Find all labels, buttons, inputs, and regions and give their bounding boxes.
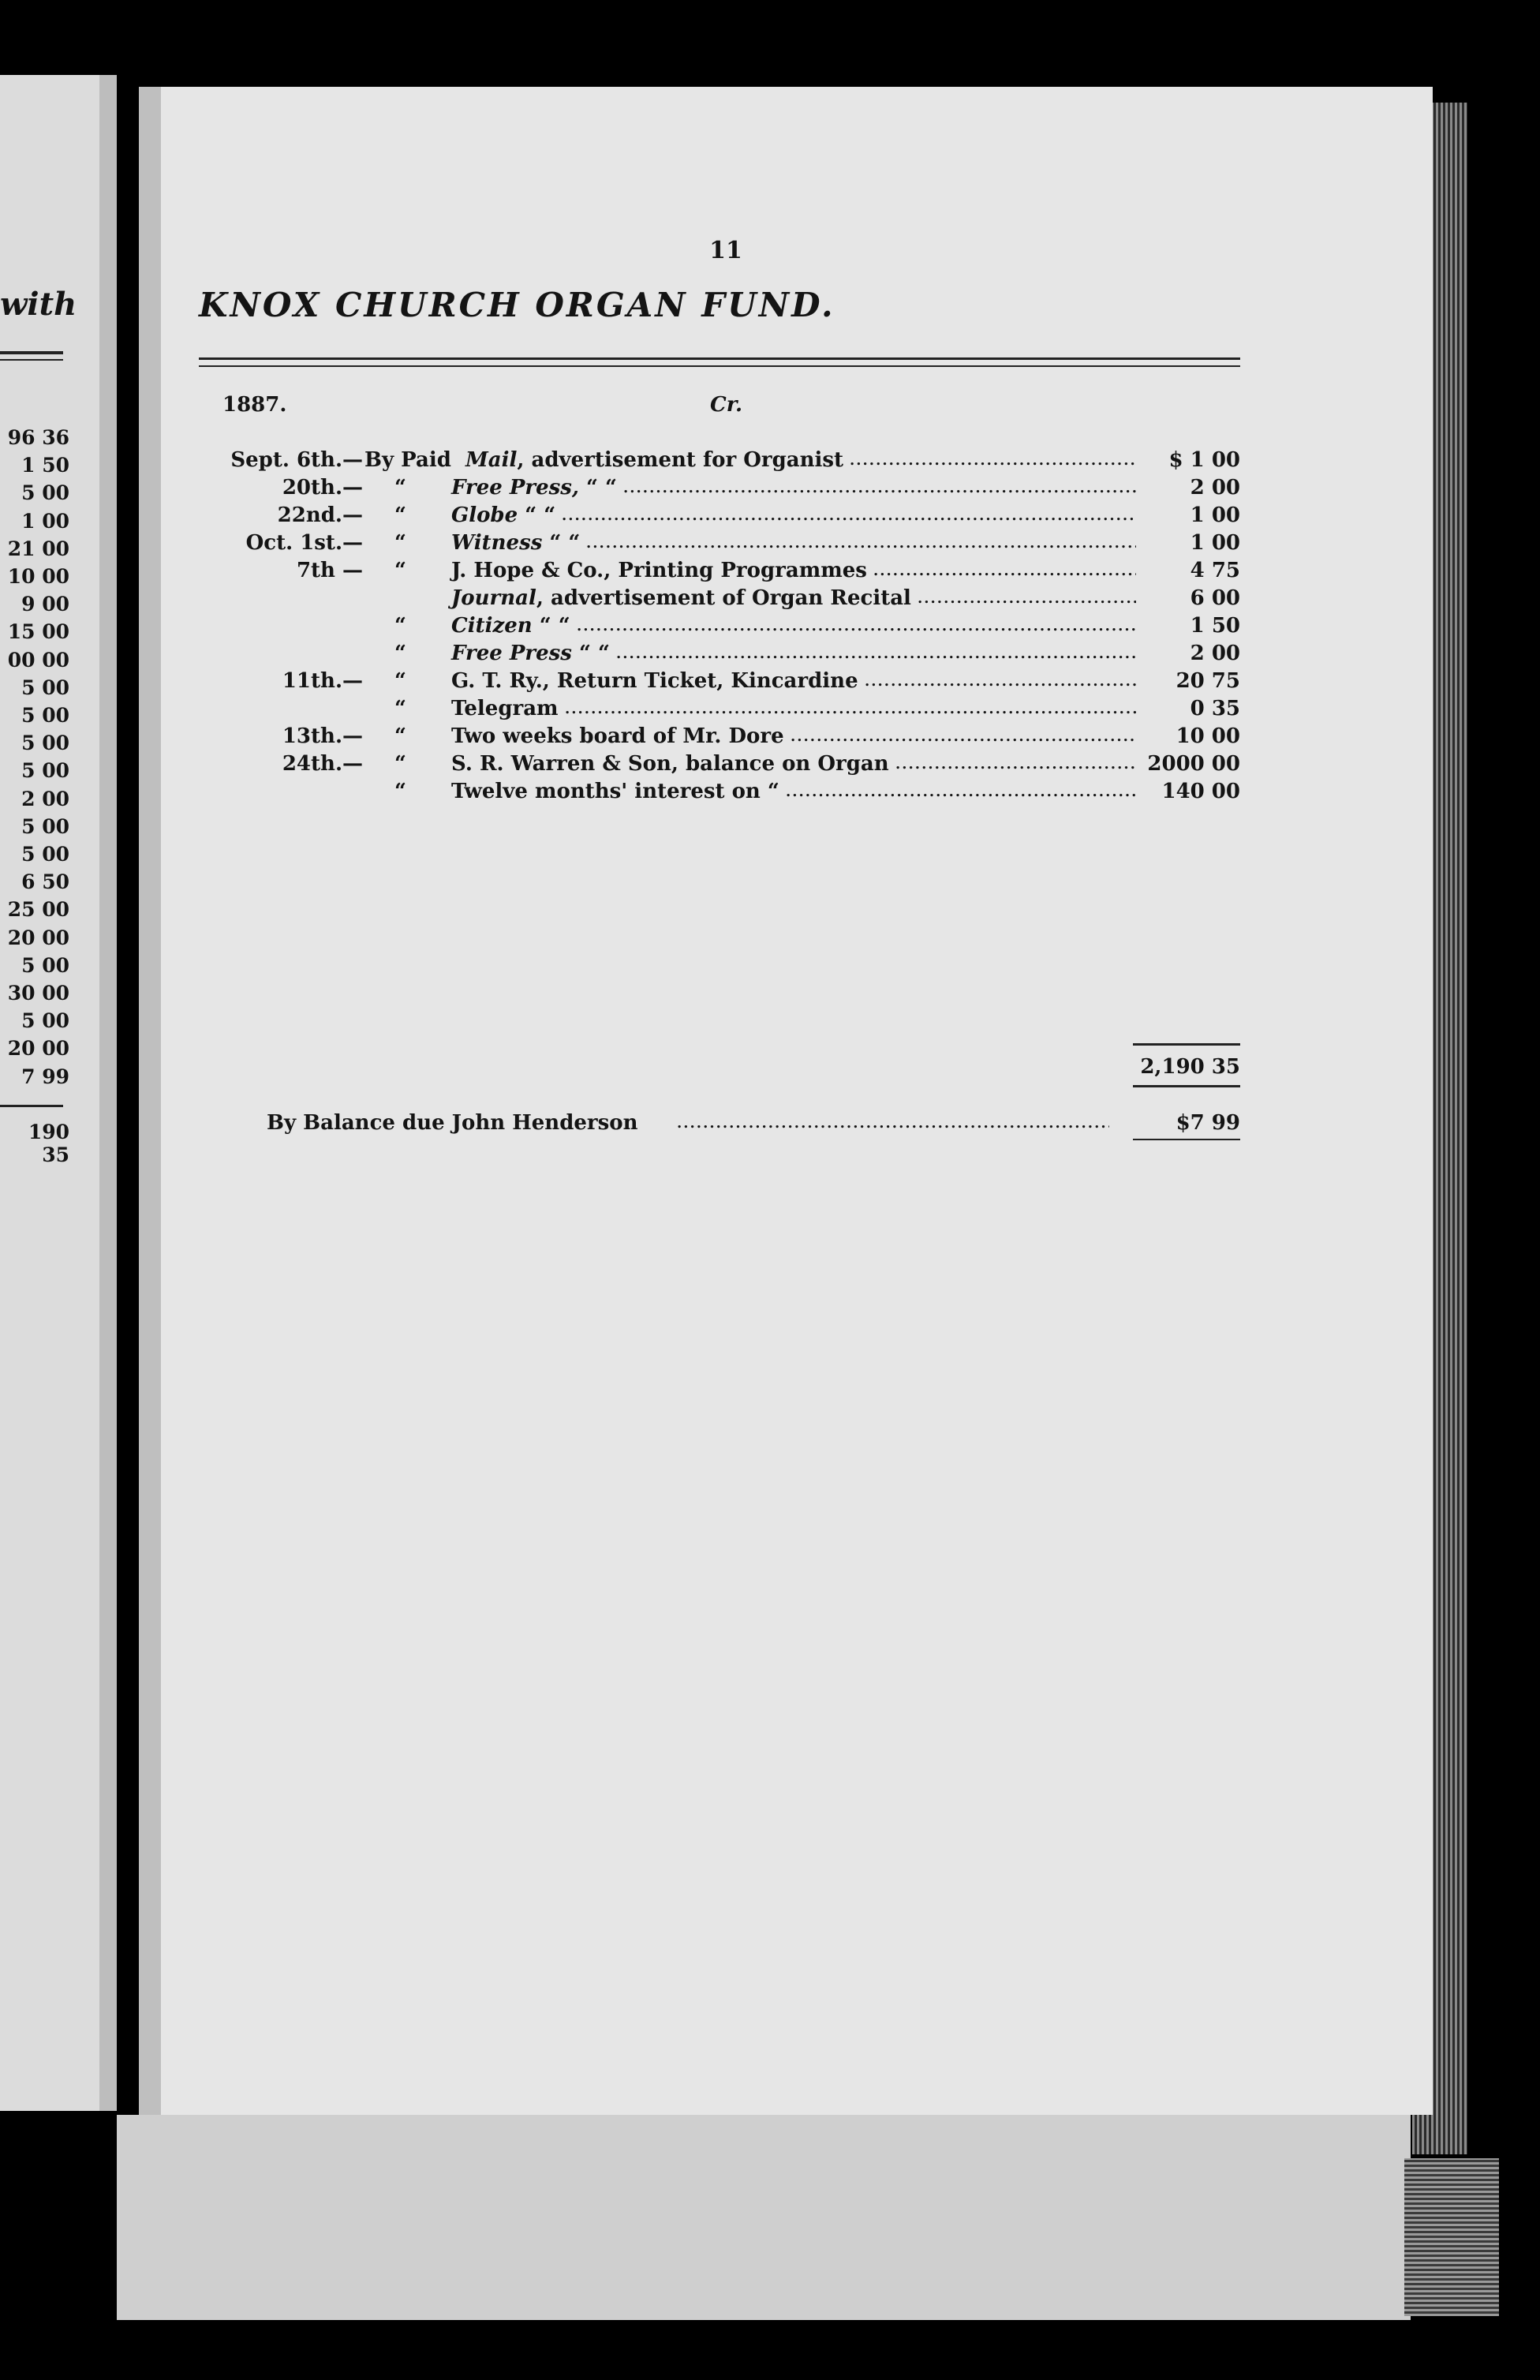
balance-amount: $7 99 [1176, 1111, 1240, 1135]
left-page-amount: 15 00 [7, 620, 69, 644]
entry-publication: Journal [451, 586, 536, 610]
left-page-amount: 6 50 [21, 870, 69, 894]
year-label: 1887. [222, 393, 287, 417]
left-page-heading: with [0, 286, 77, 323]
leader-dots [918, 586, 1136, 610]
entry-date: 7th — [296, 559, 363, 582]
entry-amount: 6 00 [1190, 586, 1240, 610]
entry-date: Oct. 1st.— [245, 531, 363, 555]
left-page-amount: 5 00 [21, 704, 69, 727]
entry-description: Telegram [451, 697, 559, 720]
left-page-amount: 96 36 [7, 426, 69, 449]
page-number: 11 [709, 237, 742, 264]
entry-description: G. T. Ry., Return Ticket, Kincardine [451, 669, 858, 693]
leader-dots [873, 559, 1136, 582]
left-page-rule [0, 351, 63, 354]
entry-prefix: “ [394, 752, 406, 776]
left-page-total: 190 35 [28, 1121, 69, 1166]
entry-amount: 4 75 [1190, 559, 1240, 582]
left-page-amount: 25 00 [7, 898, 69, 922]
leader-dots [577, 614, 1136, 638]
left-page-amount: 1 50 [21, 454, 69, 477]
left-page-amount: 10 00 [7, 565, 69, 588]
entry-publication: Mail [465, 448, 518, 472]
left-page [0, 75, 117, 2111]
entry-description: “ “ [571, 642, 610, 665]
balance-rule [1133, 1139, 1240, 1140]
left-page-amount: 5 00 [21, 481, 69, 505]
entry-prefix: “ [394, 476, 406, 500]
entry-prefix: “ [394, 642, 406, 665]
entry-publication: Free Press [451, 642, 572, 665]
entry-publication: Globe [451, 503, 518, 527]
entry-amount: 2000 00 [1147, 752, 1240, 776]
leader-dots [616, 642, 1136, 665]
entry-description: “ “ [532, 614, 570, 638]
entry-date: 11th.— [282, 669, 363, 693]
entry-publication: Witness [451, 531, 543, 555]
entry-prefix: “ [394, 503, 406, 527]
entry-amount: 1 00 [1190, 531, 1240, 555]
page-bottom-edge [117, 2115, 1411, 2320]
entry-amount: 0 35 [1190, 697, 1240, 720]
left-page-amount: 9 00 [21, 593, 69, 616]
left-page-amount: 30 00 [7, 982, 69, 1005]
left-page-amount: 21 00 [7, 537, 69, 560]
left-page-amount: 5 00 [21, 732, 69, 755]
entry-description: “ “ [542, 531, 581, 555]
leader-dots [562, 503, 1136, 527]
entry-amount: 20 75 [1176, 669, 1240, 693]
entry-amount: 1 00 [1190, 503, 1240, 527]
total-rule [1133, 1043, 1240, 1046]
entry-description: , advertisement for Organist [517, 448, 844, 472]
entry-publication: Free Press, [451, 476, 579, 500]
leader-dots [677, 1111, 1109, 1135]
entry-amount: $ 1 00 [1168, 448, 1240, 472]
title-rule-thin [199, 365, 1240, 367]
leader-dots [850, 448, 1136, 472]
main-page [139, 87, 1433, 2115]
total-amount: 2,190 35 [1140, 1055, 1240, 1079]
leader-dots [623, 476, 1136, 500]
left-page-amount: 5 00 [21, 953, 69, 977]
left-page-amount: 7 99 [21, 1065, 69, 1088]
leader-dots [895, 752, 1136, 776]
left-page-amount: 20 00 [7, 1037, 69, 1061]
left-page-amount: 5 00 [21, 675, 69, 699]
total-rule [1133, 1085, 1240, 1087]
entry-description: “ “ [578, 476, 617, 500]
entry-description: Twelve months' interest on “ [451, 780, 779, 803]
entry-prefix: “ [394, 780, 406, 803]
left-page-rule [0, 359, 63, 361]
entry-description: , advertisement of Organ Recital [536, 586, 911, 610]
title-rule-thick [199, 357, 1240, 360]
left-page-amount: 20 00 [7, 926, 69, 949]
entry-date: Sept. 6th.— [230, 448, 363, 472]
left-page-amount: 5 00 [21, 1009, 69, 1033]
entry-amount: 140 00 [1161, 780, 1240, 803]
left-page-amount: 5 00 [21, 759, 69, 783]
entry-prefix: “ [394, 614, 406, 638]
balance-label: By Balance due John Henderson [267, 1111, 638, 1135]
page-corner-edges [1404, 2158, 1499, 2316]
entry-amount: 10 00 [1176, 724, 1240, 748]
left-page-total-rule [0, 1105, 63, 1107]
entry-prefix: “ [394, 531, 406, 555]
entry-prefix: “ [394, 669, 406, 693]
credit-heading: Cr. [710, 393, 743, 417]
entry-prefix: “ [394, 724, 406, 748]
leader-dots [786, 780, 1136, 803]
entry-prefix: “ [394, 559, 406, 582]
entry-prefix: By Paid [364, 448, 451, 472]
leader-dots [565, 697, 1136, 720]
leader-dots [791, 724, 1136, 748]
entry-description: “ “ [518, 503, 556, 527]
entry-publication: Citizen [451, 614, 533, 638]
leader-dots [865, 669, 1136, 693]
entry-amount: 1 50 [1190, 614, 1240, 638]
left-page-amount: 2 00 [21, 787, 69, 810]
left-page-amount: 1 00 [21, 509, 69, 533]
left-page-amount: 00 00 [7, 648, 69, 672]
entry-date: 22nd.— [277, 503, 363, 527]
entry-description: J. Hope & Co., Printing Programmes [451, 559, 867, 582]
entry-amount: 2 00 [1190, 642, 1240, 665]
entry-date: 24th.— [282, 752, 363, 776]
entry-prefix: “ [394, 697, 406, 720]
entry-description: S. R. Warren & Son, balance on Organ [451, 752, 889, 776]
page-title: KNOX CHURCH ORGAN FUND. [199, 286, 835, 324]
entry-description: Two weeks board of Mr. Dore [451, 724, 784, 748]
entry-date: 20th.— [282, 476, 363, 500]
entry-amount: 2 00 [1190, 476, 1240, 500]
left-page-amount: 5 00 [21, 814, 69, 838]
left-page-amount: 5 00 [21, 843, 69, 866]
entry-date: 13th.— [282, 724, 363, 748]
leader-dots [586, 531, 1136, 555]
